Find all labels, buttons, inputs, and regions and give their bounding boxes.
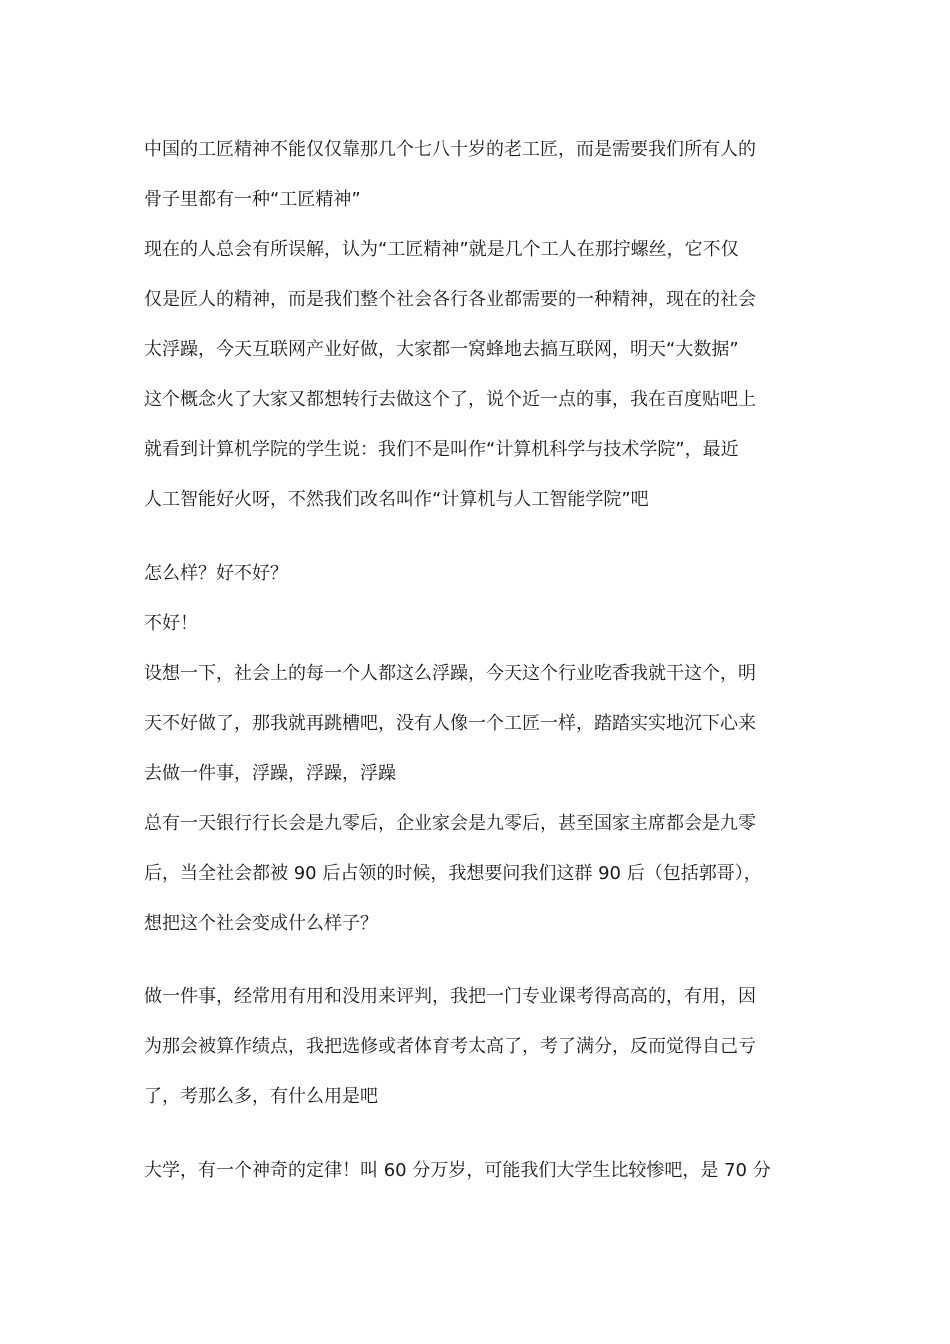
paragraph-line: 怎么样？好不好？ bbox=[144, 563, 288, 584]
paragraph-line: 去做一件事，浮躁，浮躁，浮躁 bbox=[144, 763, 396, 784]
paragraph-line: 骨子里都有一种“工匠精神” bbox=[144, 189, 361, 210]
paragraph-line: 了，考那么多，有什么用是吧 bbox=[144, 1086, 378, 1107]
paragraph-line: 这个概念火了大家又都想转行去做这个了，说个近一点的事，我在百度贴吧上 bbox=[144, 389, 756, 410]
paragraph-line: 人工智能好火呀，不然我们改名叫作“计算机与人工智能学院”吧 bbox=[144, 489, 649, 510]
paragraph-line: 想把这个社会变成什么样子？ bbox=[144, 913, 378, 934]
paragraph-line: 就看到计算机学院的学生说：我们不是叫作“计算机科学与技术学院”，最近 bbox=[144, 439, 739, 460]
paragraph-line: 设想一下，社会上的每一个人都这么浮躁，今天这个行业吃香我就干这个，明 bbox=[144, 663, 756, 684]
paragraph-line: 不好！ bbox=[144, 613, 198, 634]
paragraph-line: 总有一天银行行长会是九零后，企业家会是九零后，甚至国家主席都会是九零 bbox=[144, 813, 756, 834]
paragraph-line: 现在的人总会有所误解，认为“工匠精神”就是几个工人在那拧螺丝，它不仅 bbox=[144, 239, 739, 260]
paragraph-3 bbox=[144, 972, 816, 1122]
paragraph-2 bbox=[144, 549, 816, 949]
paragraph-line: 太浮躁，今天互联网产业好做，大家都一窝蜂地去搞互联网，明天“大数据” bbox=[144, 339, 739, 360]
paragraph-line: 为那会被算作绩点，我把选修或者体育考太高了，考了满分，反而觉得自己亏 bbox=[144, 1036, 756, 1057]
paragraph-line: 天不好做了，那我就再跳槽吧，没有人像一个工匠一样，踏踏实实地沉下心来 bbox=[144, 713, 756, 734]
paragraph-line: 大学，有一个神奇的定律！叫 60 分万岁，可能我们大学生比较惨吧，是 70 分 bbox=[144, 1160, 771, 1181]
paragraph-1 bbox=[144, 125, 816, 525]
paragraph-line: 后，当全社会都被 90 后占领的时候，我想要问我们这群 90 后（包括郭哥）， bbox=[144, 863, 762, 884]
paragraph-4 bbox=[144, 1146, 816, 1196]
paragraph-line: 做一件事，经常用有用和没用来评判，我把一门专业课考得高高的，有用，因 bbox=[144, 986, 756, 1007]
paragraph-line: 中国的工匠精神不能仅仅靠那几个七八十岁的老工匠，而是需要我们所有人的 bbox=[144, 139, 756, 160]
paragraph-line: 仅是匠人的精神，而是我们整个社会各行各业都需要的一种精神，现在的社会 bbox=[144, 289, 756, 310]
